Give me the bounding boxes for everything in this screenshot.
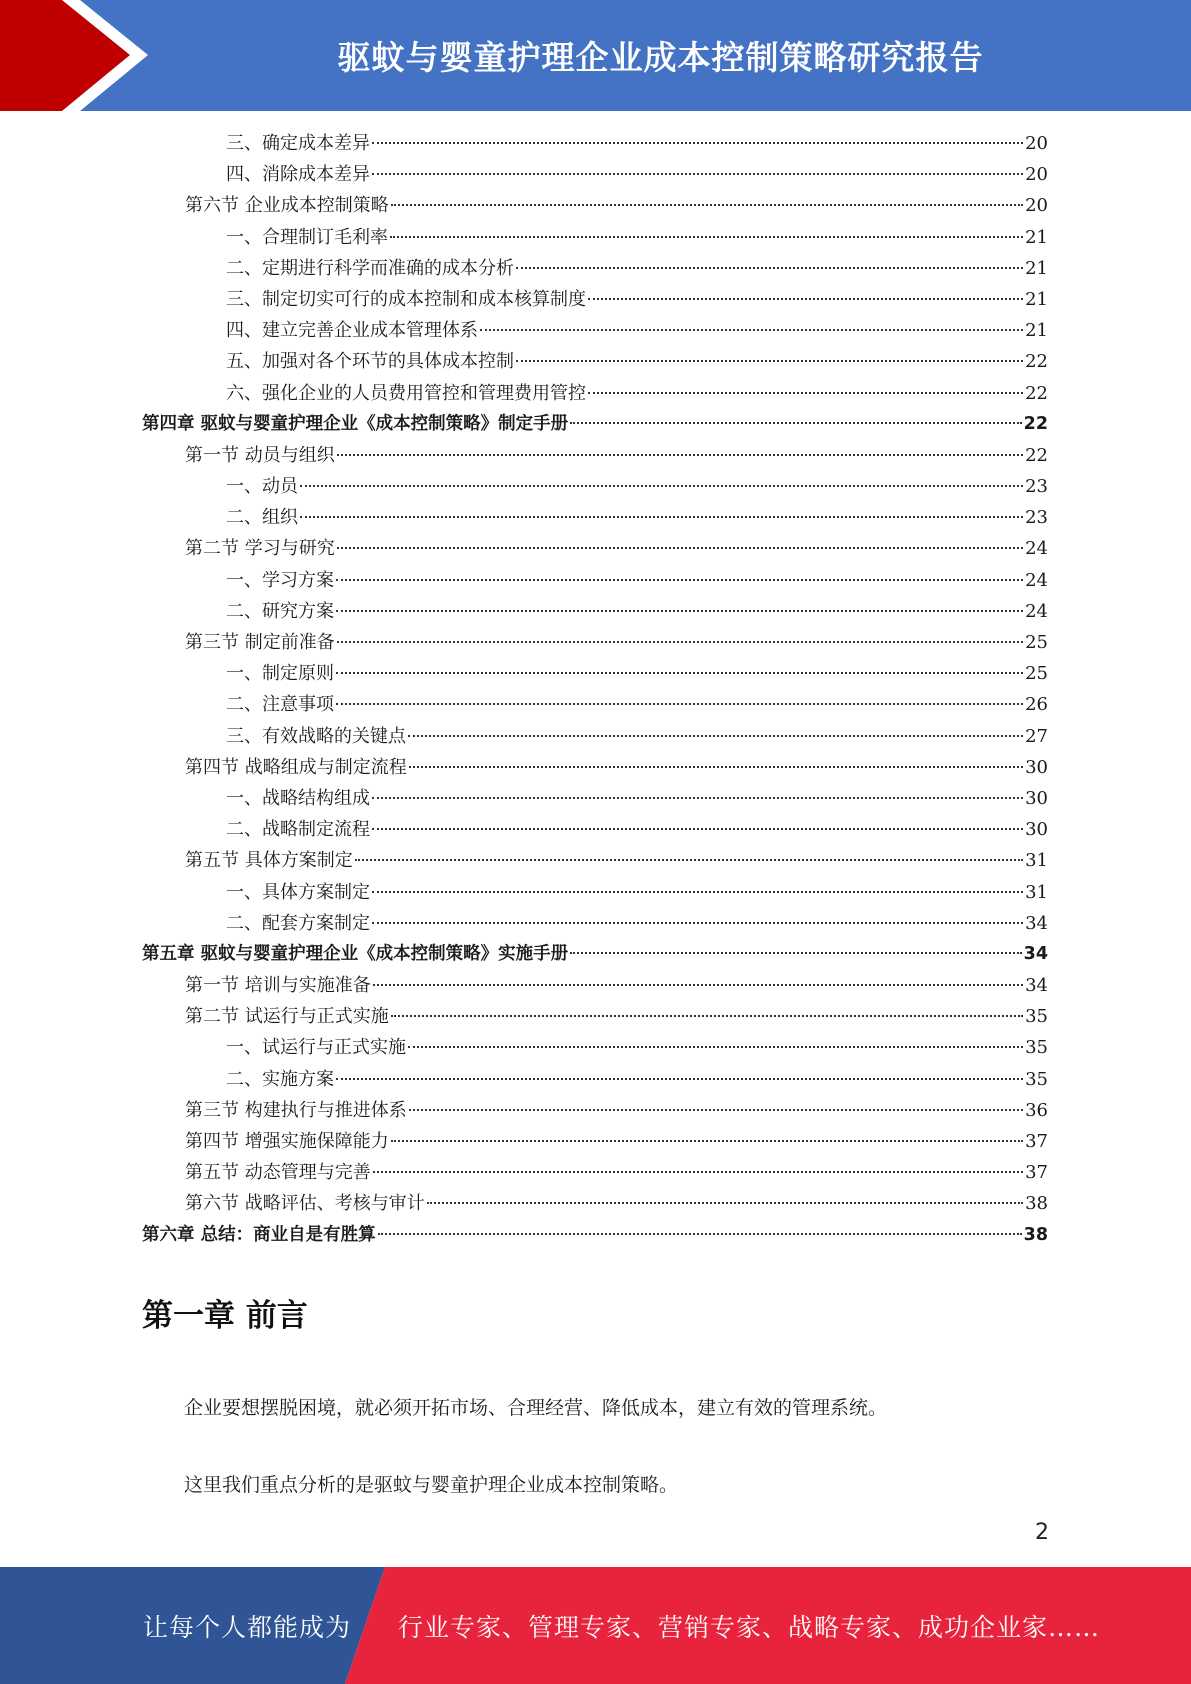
- toc-entry-page: 37: [1025, 1131, 1048, 1152]
- toc-entry-page: 30: [1025, 787, 1048, 809]
- toc-entry-page: 31: [1025, 881, 1048, 903]
- toc-entry-title: 第六节 战略评估、考核与审计: [185, 1193, 425, 1215]
- toc-entry-page: 20: [1025, 164, 1048, 186]
- toc-entry-title: 第五章 驱蚊与婴童护理企业《成本控制策略》实施手册: [142, 943, 569, 964]
- toc-entry-page: 38: [1023, 1224, 1048, 1245]
- toc-dot-leader: [372, 796, 1023, 799]
- toc-dot-leader: [372, 827, 1023, 830]
- toc-entry-title: 二、战略制定流程: [226, 819, 370, 841]
- header-banner: [0, 0, 1191, 111]
- toc-entry-page: 30: [1025, 819, 1048, 841]
- toc-entry-page: 35: [1025, 1037, 1048, 1059]
- toc-entry-title: 一、战略结构组成: [226, 787, 370, 809]
- toc-dot-leader: [516, 359, 1023, 362]
- toc-entry-title: 第二节 学习与研究: [185, 538, 335, 560]
- toc-entry-page: 26: [1025, 694, 1048, 716]
- toc-entry[interactable]: [142, 565, 1048, 596]
- toc-dot-leader: [570, 421, 1022, 424]
- toc-entry-title: 一、合理制订毛利率: [226, 226, 388, 248]
- toc-entry-title: 二、研究方案: [226, 600, 334, 622]
- toc-entry-page: 22: [1023, 413, 1048, 434]
- toc-entry[interactable]: [142, 409, 1048, 440]
- toc-entry-page: 34: [1025, 912, 1048, 934]
- toc-entry[interactable]: [142, 440, 1048, 471]
- toc-dot-leader: [336, 609, 1023, 612]
- document-title: 驱蚊与婴童护理企业成本控制策略研究报告: [337, 38, 984, 77]
- toc-entry-title: 第六章 总结：商业自是有胜算: [142, 1224, 376, 1245]
- toc-entry-page: 36: [1025, 1099, 1048, 1121]
- toc-entry[interactable]: [142, 190, 1048, 221]
- page-number: 2: [1035, 1520, 1049, 1545]
- toc-entry[interactable]: [142, 533, 1048, 564]
- toc-dot-leader: [570, 951, 1022, 954]
- footer-slogan-left: 让每个人都能成为: [143, 1612, 352, 1642]
- toc-entry-page: 30: [1025, 756, 1048, 778]
- toc-entry[interactable]: [142, 502, 1048, 533]
- toc-entry-page: 35: [1025, 1006, 1048, 1028]
- toc-entry[interactable]: [142, 845, 1048, 876]
- toc-entry-title: 第四章 驱蚊与婴童护理企业《成本控制策略》制定手册: [142, 413, 569, 434]
- toc-entry[interactable]: [142, 1064, 1048, 1095]
- toc-entry[interactable]: [142, 627, 1048, 658]
- toc-entry-title: 一、学习方案: [226, 569, 334, 591]
- toc-entry-page: 22: [1025, 351, 1048, 373]
- toc-entry-title: 一、具体方案制定: [226, 881, 370, 903]
- toc-entry-title: 二、实施方案: [226, 1068, 334, 1090]
- toc-entry[interactable]: [142, 689, 1048, 720]
- toc-entry[interactable]: [142, 1188, 1048, 1219]
- toc-entry[interactable]: [142, 471, 1048, 502]
- toc-dot-leader: [336, 578, 1023, 581]
- toc-entry[interactable]: [142, 284, 1048, 315]
- toc-dot-leader: [372, 141, 1023, 144]
- toc-entry-title: 一、动员: [226, 476, 298, 498]
- toc-entry[interactable]: [142, 159, 1048, 190]
- paragraph: 企业要想摆脱困境，就必须开拓市场、合理经营、降低成本，建立有效的管理系统。: [184, 1397, 888, 1419]
- toc-dot-leader: [409, 1108, 1023, 1111]
- toc-entry-page: 22: [1025, 444, 1048, 466]
- toc-entry-title: 第三节 构建执行与推进体系: [185, 1099, 407, 1121]
- toc-entry-title: 二、组织: [226, 507, 298, 529]
- toc-entry-page: 21: [1025, 257, 1048, 279]
- toc-dot-leader: [373, 1170, 1023, 1173]
- toc-dot-leader: [427, 1201, 1023, 1204]
- toc-entry[interactable]: [142, 1157, 1048, 1188]
- footer-slogan-right: 行业专家、管理专家、营销专家、战略专家、成功企业家……: [398, 1612, 1101, 1642]
- toc-entry-title: 二、注意事项: [226, 694, 334, 716]
- toc-entry-page: 21: [1025, 288, 1048, 310]
- toc-entry[interactable]: [142, 222, 1048, 253]
- toc-entry-title: 第四节 增强实施保障能力: [185, 1131, 389, 1152]
- toc-entry[interactable]: [142, 315, 1048, 346]
- toc-entry[interactable]: [142, 253, 1048, 284]
- toc-entry-title: 一、制定原则: [226, 663, 334, 685]
- toc-dot-leader: [337, 453, 1023, 456]
- toc-dot-leader: [390, 235, 1023, 238]
- toc-entry[interactable]: [142, 1032, 1048, 1063]
- toc-dot-leader: [336, 702, 1023, 705]
- toc-entry-page: 34: [1023, 943, 1048, 964]
- toc-dot-leader: [336, 671, 1023, 674]
- toc-entry-page: 20: [1025, 133, 1048, 154]
- toc-dot-leader: [355, 858, 1023, 861]
- toc-entry[interactable]: [142, 658, 1048, 689]
- toc-entry-title: 三、确定成本差异: [226, 133, 370, 154]
- toc-entry[interactable]: [142, 596, 1048, 627]
- toc-entry-title: 第二节 试运行与正式实施: [185, 1006, 389, 1028]
- toc-entry-title: 第三节 制定前准备: [185, 632, 335, 653]
- toc-dot-leader: [300, 484, 1023, 487]
- toc-entry-page: 21: [1025, 226, 1048, 248]
- toc-entry[interactable]: [142, 970, 1048, 1001]
- toc-dot-leader: [300, 515, 1023, 518]
- toc-entry-page: 22: [1025, 382, 1048, 404]
- toc-dot-leader: [516, 266, 1023, 269]
- toc-dot-leader: [378, 1232, 1022, 1235]
- toc-entry-page: 31: [1025, 850, 1048, 872]
- toc-dot-leader: [391, 1139, 1023, 1142]
- toc-entry-title: 六、强化企业的人员费用管控和管理费用管控: [226, 382, 586, 404]
- toc-entry[interactable]: [142, 1126, 1048, 1157]
- toc-dot-leader: [336, 1077, 1023, 1080]
- toc-entry-title: 三、制定切实可行的成本控制和成本核算制度: [226, 288, 586, 310]
- toc-entry-page: 34: [1025, 975, 1048, 997]
- toc-dot-leader: [372, 172, 1023, 175]
- toc-entry-title: 第六节 企业成本控制策略: [185, 195, 389, 217]
- chapter-heading: 第一章 前言: [142, 1298, 308, 1334]
- toc-entry-title: 第五节 具体方案制定: [185, 850, 353, 872]
- toc-entry-page: 20: [1025, 195, 1048, 217]
- toc-entry-title: 四、消除成本差异: [226, 164, 370, 186]
- footer-banner: [0, 1567, 1191, 1684]
- toc-entry-page: 38: [1025, 1193, 1048, 1215]
- toc-entry-title: 三、有效战略的关键点: [226, 725, 406, 747]
- toc-entry-title: 第五节 动态管理与完善: [185, 1162, 371, 1184]
- toc-entry[interactable]: [142, 1001, 1048, 1032]
- toc-entry-page: 37: [1025, 1162, 1048, 1184]
- toc-dot-leader: [480, 328, 1023, 331]
- toc-entry[interactable]: [142, 877, 1048, 908]
- toc-dot-leader: [337, 640, 1023, 643]
- toc-entry[interactable]: [142, 1095, 1048, 1126]
- toc-entry-page: 25: [1025, 632, 1048, 653]
- toc-dot-leader: [408, 1045, 1023, 1048]
- paragraph: 这里我们重点分析的是驱蚊与婴童护理企业成本控制策略。: [184, 1474, 679, 1496]
- toc-dot-leader: [588, 297, 1023, 300]
- toc-dot-leader: [588, 391, 1023, 394]
- toc-dot-leader: [391, 1014, 1023, 1017]
- toc-entry-page: 27: [1025, 725, 1048, 747]
- toc-dot-leader: [372, 921, 1023, 924]
- toc-entry[interactable]: [142, 128, 1048, 159]
- toc-dot-leader: [373, 983, 1023, 986]
- toc-entry-title: 第一节 培训与实施准备: [185, 975, 371, 997]
- toc-entry-page: 35: [1025, 1068, 1048, 1090]
- toc-dot-leader: [372, 890, 1023, 893]
- toc-entry-page: 23: [1025, 476, 1048, 498]
- toc-entry-page: 24: [1025, 600, 1048, 622]
- toc-entry[interactable]: [142, 378, 1048, 409]
- toc-entry-page: 21: [1025, 320, 1048, 342]
- toc-entry[interactable]: [142, 752, 1048, 783]
- toc-dot-leader: [409, 765, 1023, 768]
- toc-entry[interactable]: [142, 721, 1048, 752]
- toc-dot-leader: [391, 203, 1023, 206]
- toc-entry-title: 二、配套方案制定: [226, 912, 370, 934]
- toc-entry-title: 一、试运行与正式实施: [226, 1037, 406, 1059]
- toc-entry[interactable]: [142, 908, 1048, 939]
- toc-dot-leader: [408, 734, 1023, 737]
- toc-entry-page: 24: [1025, 569, 1048, 591]
- toc-dot-leader: [337, 546, 1023, 549]
- toc-entry-page: 23: [1025, 507, 1048, 529]
- toc-entry[interactable]: [142, 814, 1048, 845]
- toc-entry-title: 五、加强对各个环节的具体成本控制: [226, 351, 514, 373]
- toc-entry[interactable]: [142, 939, 1048, 970]
- toc-entry-title: 第一节 动员与组织: [185, 444, 335, 466]
- toc-entry-page: 25: [1025, 663, 1048, 685]
- toc-entry-title: 四、建立完善企业成本管理体系: [226, 320, 478, 342]
- table-of-contents: [142, 128, 1048, 1251]
- toc-entry-page: 24: [1025, 538, 1048, 560]
- toc-entry[interactable]: [142, 346, 1048, 377]
- toc-entry[interactable]: [142, 1220, 1048, 1251]
- toc-entry-title: 第四节 战略组成与制定流程: [185, 756, 407, 778]
- toc-entry[interactable]: [142, 783, 1048, 814]
- toc-entry-title: 二、定期进行科学而准确的成本分析: [226, 257, 514, 279]
